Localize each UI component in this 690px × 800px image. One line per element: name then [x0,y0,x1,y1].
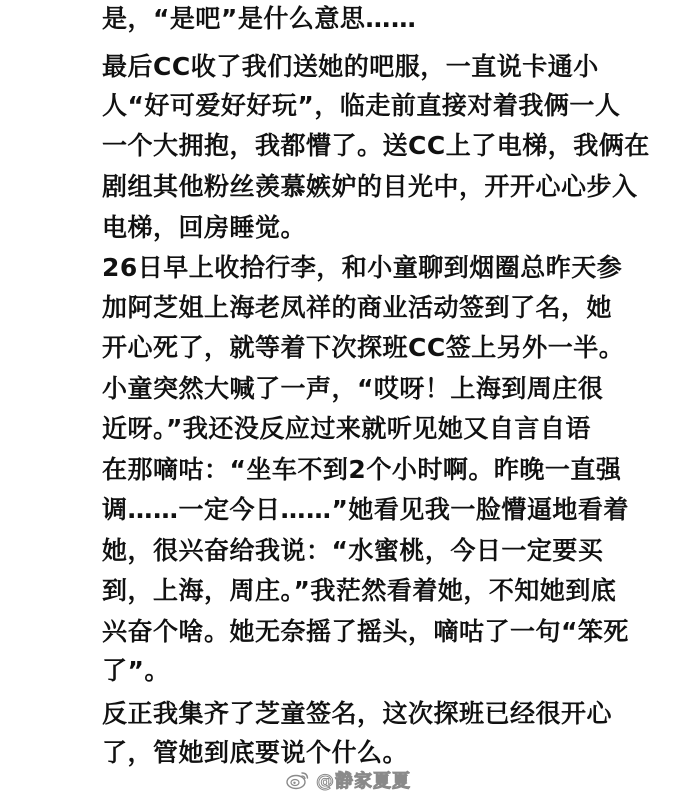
text-line-18: 反正我集齐了芝童签名，这次探班已经很开心 [102,699,613,728]
text-line-11: 近呀。”我还没反应过来就听见她又自言自语 [102,414,591,443]
weibo-watermark [286,768,411,792]
text-line-17: 了”。 [102,656,170,685]
text-line-16: 兴奋个啥。她无奈摇了摇头，嘀咕了一句“笨死 [102,617,629,646]
text-line-14: 她，很兴奋给我说：“水蜜桃，今日一定要买 [102,536,604,565]
text-line-4: 一个大拥抱，我都懵了。送CC上了电梯，我俩在 [102,131,650,160]
text-line-2: 最后CC收了我们送她的吧服，一直说卡通小 [102,52,599,81]
text-line-13: 调……一定今日……”她看见我一脸懵逼地看着 [102,495,629,524]
text-line-6: 电梯，回房睡觉。 [102,213,307,242]
text-line-9: 开心死了，就等着下次探班CC签上另外一半。 [102,333,625,362]
text-line-10: 小童突然大喊了一声，“哎呀！上海到周庄很 [102,374,604,403]
text-line-15: 到，上海，周庄。”我茫然看着她，不知她到底 [102,576,617,605]
text-line-1: 是，“是吧”是什么意思…… [102,4,417,33]
text-line-19: 了，管她到底要说个什么。 [102,738,409,767]
text-line-8: 加阿芝姐上海老凤祥的商业活动签到了名，她 [102,293,613,322]
text-line-3: 人“好可爱好好玩”，临走前直接对着我俩一人 [102,91,621,120]
text-line-5: 剧组其他粉丝羡慕嫉妒的目光中，开开心心步入 [102,172,638,201]
weibo-logo-icon [286,770,310,790]
watermark-text: @静家夏夏 [316,771,411,792]
text-line-7: 26日早上收拾行李，和小童聊到烟圈总昨天参 [102,253,623,282]
text-line-12: 在那嘀咕：“坐车不到2个小时啊。昨晚一直强 [102,455,622,484]
